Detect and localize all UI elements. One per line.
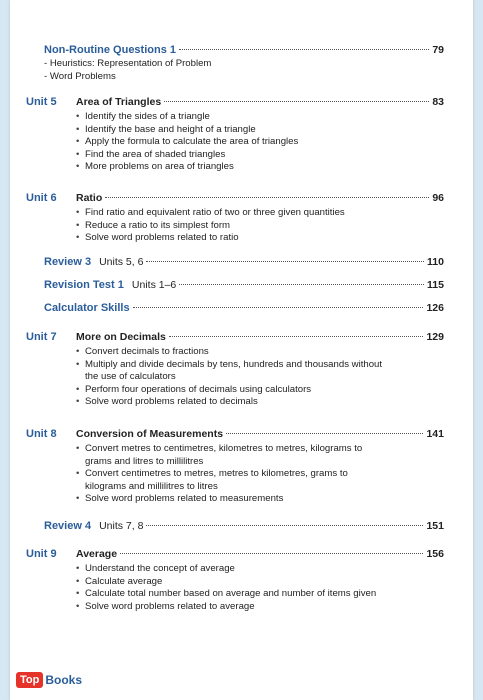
section-label: Calculator Skills: [44, 302, 130, 314]
leader-dots: [164, 101, 429, 102]
objective-item: • Solve word problems related to decimals: [76, 396, 382, 409]
page-number: 79: [432, 44, 444, 56]
leader-dots: [120, 553, 423, 554]
toc-entry-unit-5[interactable]: [26, 96, 444, 108]
objective-item: • Identify the sides of a triangle: [76, 111, 298, 124]
page-number: 141: [426, 428, 444, 440]
page-number: 156: [426, 548, 444, 560]
unit-title: Area of Triangles: [76, 96, 162, 108]
page-number: 115: [427, 279, 444, 291]
unit-9-objectives: [76, 563, 376, 613]
leader-dots: [105, 197, 429, 198]
toc-entry-unit-6[interactable]: [26, 192, 444, 204]
leader-dots: [146, 261, 424, 262]
leader-dots: [146, 525, 423, 526]
objective-item-continued: [76, 371, 382, 384]
topbooks-logo: [16, 670, 94, 690]
objective-item: • More problems on area of triangles: [76, 161, 298, 174]
leader-dots: [169, 336, 424, 337]
toc-entry-calculator-skills[interactable]: [44, 302, 444, 314]
objective-item: • Reduce a ratio to its simplest form: [76, 220, 345, 233]
section-label: Review 3: [44, 256, 92, 268]
unit-title: Average: [76, 548, 118, 560]
sub-topic: - Heuristics: Representation of Problem: [44, 58, 212, 69]
leader-dots: [133, 307, 424, 308]
objective-item: • Solve word problems related to average: [76, 601, 376, 614]
objective-item: • Convert centimetres to metres, metres to kilometres, grams to: [76, 468, 362, 481]
logo-text: Books: [45, 673, 83, 687]
objective-item: • Convert metres to centimetres, kilometres to metres, kilograms to: [76, 443, 362, 456]
section-label: Review 4: [44, 520, 92, 532]
unit-label: Unit 5: [26, 96, 57, 108]
objective-text: the use of calculators: [85, 371, 176, 383]
objective-item: • Multiply and divide decimals by tens, hundreds and thousands without: [76, 359, 382, 372]
section-label: Non-Routine Questions 1: [44, 44, 176, 56]
unit-label: Unit 8: [26, 428, 57, 440]
objective-item-continued: [76, 481, 362, 494]
section-title: Units 1–6: [131, 279, 177, 291]
objective-text: kilograms and millilitres to litres: [85, 480, 218, 492]
leader-dots: [179, 284, 424, 285]
objective-item: • Identify the base and height of a triangle: [76, 124, 298, 137]
unit-title: Conversion of Measurements: [76, 428, 224, 440]
page-number: 129: [426, 331, 444, 343]
page-number: 96: [432, 192, 444, 204]
toc-entry-unit-7[interactable]: [26, 331, 444, 343]
unit-7-objectives: [76, 346, 382, 409]
page-number: 151: [426, 520, 444, 532]
unit-8-objectives: [76, 443, 362, 506]
objective-item: • Understand the concept of average: [76, 563, 376, 576]
section-title: Units 5, 6: [99, 256, 144, 268]
objective-item: • Calculate total number based on average and number of items given: [76, 588, 376, 601]
objective-item: • Solve word problems related to ratio: [76, 232, 345, 245]
section-title: Units 7, 8: [99, 520, 144, 532]
unit-label: Unit 7: [26, 331, 57, 343]
toc-entry-review-4[interactable]: [44, 520, 444, 532]
objective-item-continued: [76, 456, 362, 469]
toc-entry-unit-9[interactable]: [26, 548, 444, 560]
objective-text: grams and litres to millilitres: [85, 455, 204, 467]
unit-6-objectives: [76, 207, 345, 245]
page-number: 126: [426, 302, 444, 314]
unit-title: Ratio: [76, 192, 103, 204]
leader-dots: [179, 49, 429, 50]
section-label: Revision Test 1: [44, 279, 124, 291]
logo-badge: Top: [16, 672, 43, 688]
contents-page: [10, 0, 473, 700]
sub-topics: [44, 58, 211, 83]
toc-entry-revision-test-1[interactable]: [44, 279, 444, 291]
unit-title: More on Decimals: [76, 331, 166, 343]
objective-item: • Perform four operations of decimals using calculators: [76, 384, 382, 397]
objective-item: • Convert decimals to fractions: [76, 346, 382, 359]
unit-label: Unit 6: [26, 192, 57, 204]
objective-item: • Calculate average: [76, 576, 376, 589]
toc-entry-unit-8[interactable]: [26, 428, 444, 440]
leader-dots: [226, 433, 423, 434]
unit-label: Unit 9: [26, 548, 57, 560]
objective-item: • Find the area of shaded triangles: [76, 149, 298, 162]
objective-item: • Solve word problems related to measurements: [76, 493, 362, 506]
objective-item: • Find ratio and equivalent ratio of two or three given quantities: [76, 207, 345, 220]
sub-topic: - Word Problems: [44, 70, 116, 82]
unit-5-objectives: [76, 111, 298, 174]
toc-entry-review-3[interactable]: [44, 256, 444, 268]
page-number: 83: [432, 96, 444, 108]
objective-item: • Apply the formula to calculate the area of triangles: [76, 136, 298, 149]
toc-entry-non-routine-1[interactable]: [44, 44, 444, 56]
page-number: 110: [427, 256, 444, 268]
